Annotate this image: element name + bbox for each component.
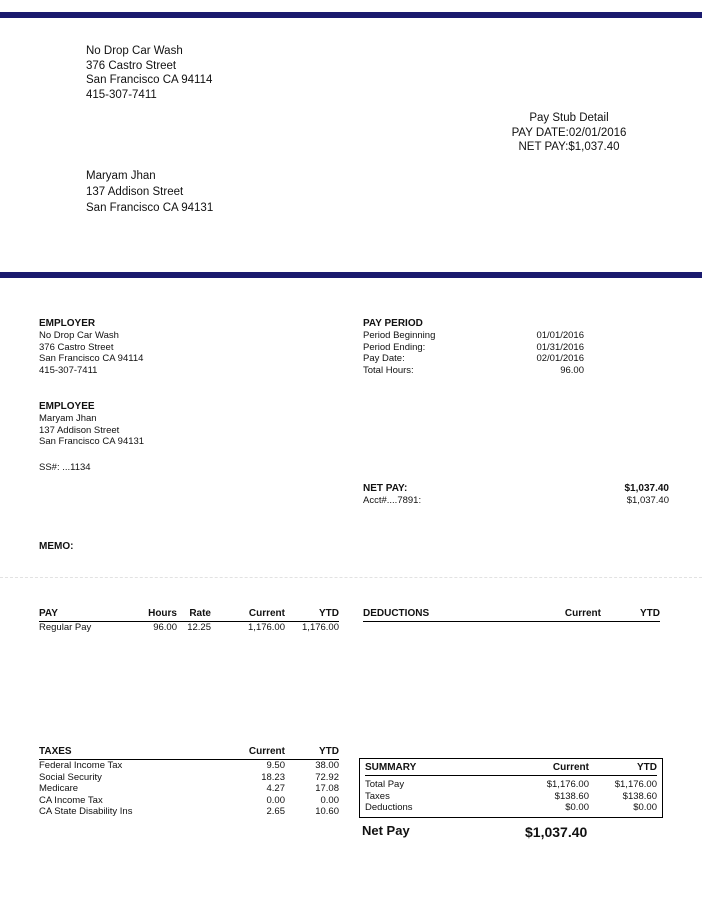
tax-name-cell: CA Income Tax	[39, 794, 103, 806]
taxes-current-header: Current	[219, 746, 285, 760]
period-beginning-label: Period Beginning	[363, 330, 436, 341]
employer-section	[39, 318, 143, 376]
tax-name-cell: Social Security	[39, 771, 102, 783]
pay-table	[39, 608, 339, 634]
stub-summary-block	[480, 111, 658, 155]
company-city: San Francisco CA 94114	[86, 74, 213, 86]
table-row	[39, 772, 339, 784]
tax-current-cell: 0.00	[266, 794, 285, 806]
detach-line	[0, 577, 702, 578]
rate-col-header: Rate	[177, 608, 211, 622]
pay-date-value: 02/01/2016	[536, 353, 584, 364]
table-row	[39, 806, 339, 818]
net-pay-label: NET PAY:	[363, 483, 408, 494]
pay-period-values	[520, 330, 584, 376]
period-ending-label: Period Ending:	[363, 341, 426, 353]
period-beginning-value: 01/01/2016	[536, 330, 584, 341]
stub-pay-date: PAY DATE:02/01/2016	[511, 126, 627, 139]
tax-name-cell: CA State Disability Ins	[39, 806, 133, 817]
hours-col-header: Hours	[139, 608, 177, 622]
employee-address-block	[86, 168, 213, 216]
tax-name-cell: Medicare	[39, 783, 79, 794]
company-street: 376 Castro Street	[86, 59, 177, 72]
stub-title: Pay Stub Detail	[529, 112, 609, 124]
company-phone: 415-307-7411	[86, 88, 157, 101]
tax-ytd-cell: 10.60	[315, 806, 339, 817]
employee-section	[39, 401, 144, 448]
employee-detail-street: 137 Addison Street	[39, 424, 120, 436]
section-divider-bar	[0, 272, 702, 278]
summary-box	[359, 758, 663, 818]
employee-street: 137 Addison Street	[86, 186, 184, 198]
tax-current-cell: 9.50	[266, 760, 285, 771]
pay-period-section	[363, 318, 435, 376]
summary-current-header: Current	[515, 762, 589, 776]
net-pay-total-label: Net Pay	[362, 823, 410, 838]
table-row	[365, 791, 657, 803]
total-hours-label: Total Hours:	[363, 364, 414, 376]
account-value: $1,037.40	[626, 495, 669, 506]
current-cell: 1,176.00	[248, 622, 285, 633]
pay-period-heading: PAY PERIOD	[363, 318, 423, 329]
period-ending-value: 01/31/2016	[536, 341, 584, 353]
pay-type-cell: Regular Pay	[39, 622, 92, 633]
table-row	[39, 795, 339, 807]
deductions-ytd-header: YTD	[601, 608, 660, 622]
net-pay-values	[580, 483, 669, 507]
company-name: No Drop Car Wash	[86, 45, 183, 57]
account-label: Acct#....7891:	[363, 495, 422, 506]
rate-cell: 12.25	[187, 622, 211, 633]
deductions-table	[363, 608, 660, 622]
summary-current-cell: $138.60	[554, 790, 589, 802]
tax-ytd-cell: 17.08	[315, 783, 339, 794]
summary-ytd-cell: $138.60	[622, 790, 657, 802]
tax-ytd-cell: 38.00	[315, 760, 339, 771]
employer-heading: EMPLOYER	[39, 318, 96, 329]
summary-current-cell: $0.00	[565, 802, 589, 813]
summary-name-cell: Taxes	[365, 790, 390, 802]
tax-current-cell: 4.27	[266, 783, 285, 794]
net-pay-value: $1,037.40	[624, 483, 669, 494]
summary-ytd-header: YTD	[589, 762, 657, 776]
company-address-block	[86, 44, 212, 102]
tax-current-cell: 18.23	[261, 771, 285, 783]
employee-detail-name: Maryam Jhan	[39, 413, 97, 424]
ytd-cell: 1,176.00	[302, 622, 339, 633]
summary-col-header: SUMMARY	[365, 762, 515, 776]
employer-name: No Drop Car Wash	[39, 330, 119, 341]
summary-table	[365, 762, 657, 814]
tax-ytd-cell: 72.92	[315, 771, 339, 783]
table-row	[365, 802, 657, 814]
taxes-table	[39, 746, 339, 818]
table-row	[39, 622, 339, 634]
deductions-current-header: Current	[543, 608, 601, 622]
header-accent-bar	[0, 12, 702, 18]
current-col-header: Current	[211, 608, 285, 622]
pay-col-header: PAY	[39, 608, 139, 622]
employer-city: San Francisco CA 94114	[39, 353, 144, 364]
taxes-ytd-header: YTD	[285, 746, 339, 760]
hours-cell: 96.00	[153, 622, 177, 633]
tax-current-cell: 2.65	[266, 806, 285, 817]
table-row	[365, 776, 657, 791]
table-row	[39, 783, 339, 795]
stub-net-pay: NET PAY:$1,037.40	[518, 141, 620, 153]
pay-date-label: Pay Date:	[363, 353, 405, 364]
tax-name-cell: Federal Income Tax	[39, 760, 123, 771]
employee-detail-city: San Francisco CA 94131	[39, 436, 145, 447]
employee-name: Maryam Jhan	[86, 170, 156, 182]
memo-label: MEMO:	[39, 541, 74, 552]
table-row	[39, 760, 339, 772]
net-pay-section	[363, 483, 421, 507]
summary-ytd-cell: $1,176.00	[614, 779, 657, 790]
summary-name-cell: Deductions	[365, 802, 413, 813]
summary-name-cell: Total Pay	[365, 779, 405, 790]
summary-current-cell: $1,176.00	[546, 779, 589, 790]
summary-ytd-cell: $0.00	[633, 802, 657, 813]
employer-street: 376 Castro Street	[39, 341, 114, 353]
ssn-masked: SS#: ...1134	[39, 462, 91, 473]
total-hours-value: 96.00	[560, 364, 584, 376]
employee-city: San Francisco CA 94131	[86, 202, 214, 214]
employer-phone: 415-307-7411	[39, 364, 98, 376]
net-pay-total-value: $1,037.40	[525, 824, 588, 840]
tax-ytd-cell: 0.00	[320, 794, 339, 806]
deductions-col-header: DEDUCTIONS	[363, 608, 543, 622]
taxes-col-header: TAXES	[39, 746, 219, 760]
ytd-col-header: YTD	[285, 608, 339, 622]
employee-heading: EMPLOYEE	[39, 401, 95, 412]
